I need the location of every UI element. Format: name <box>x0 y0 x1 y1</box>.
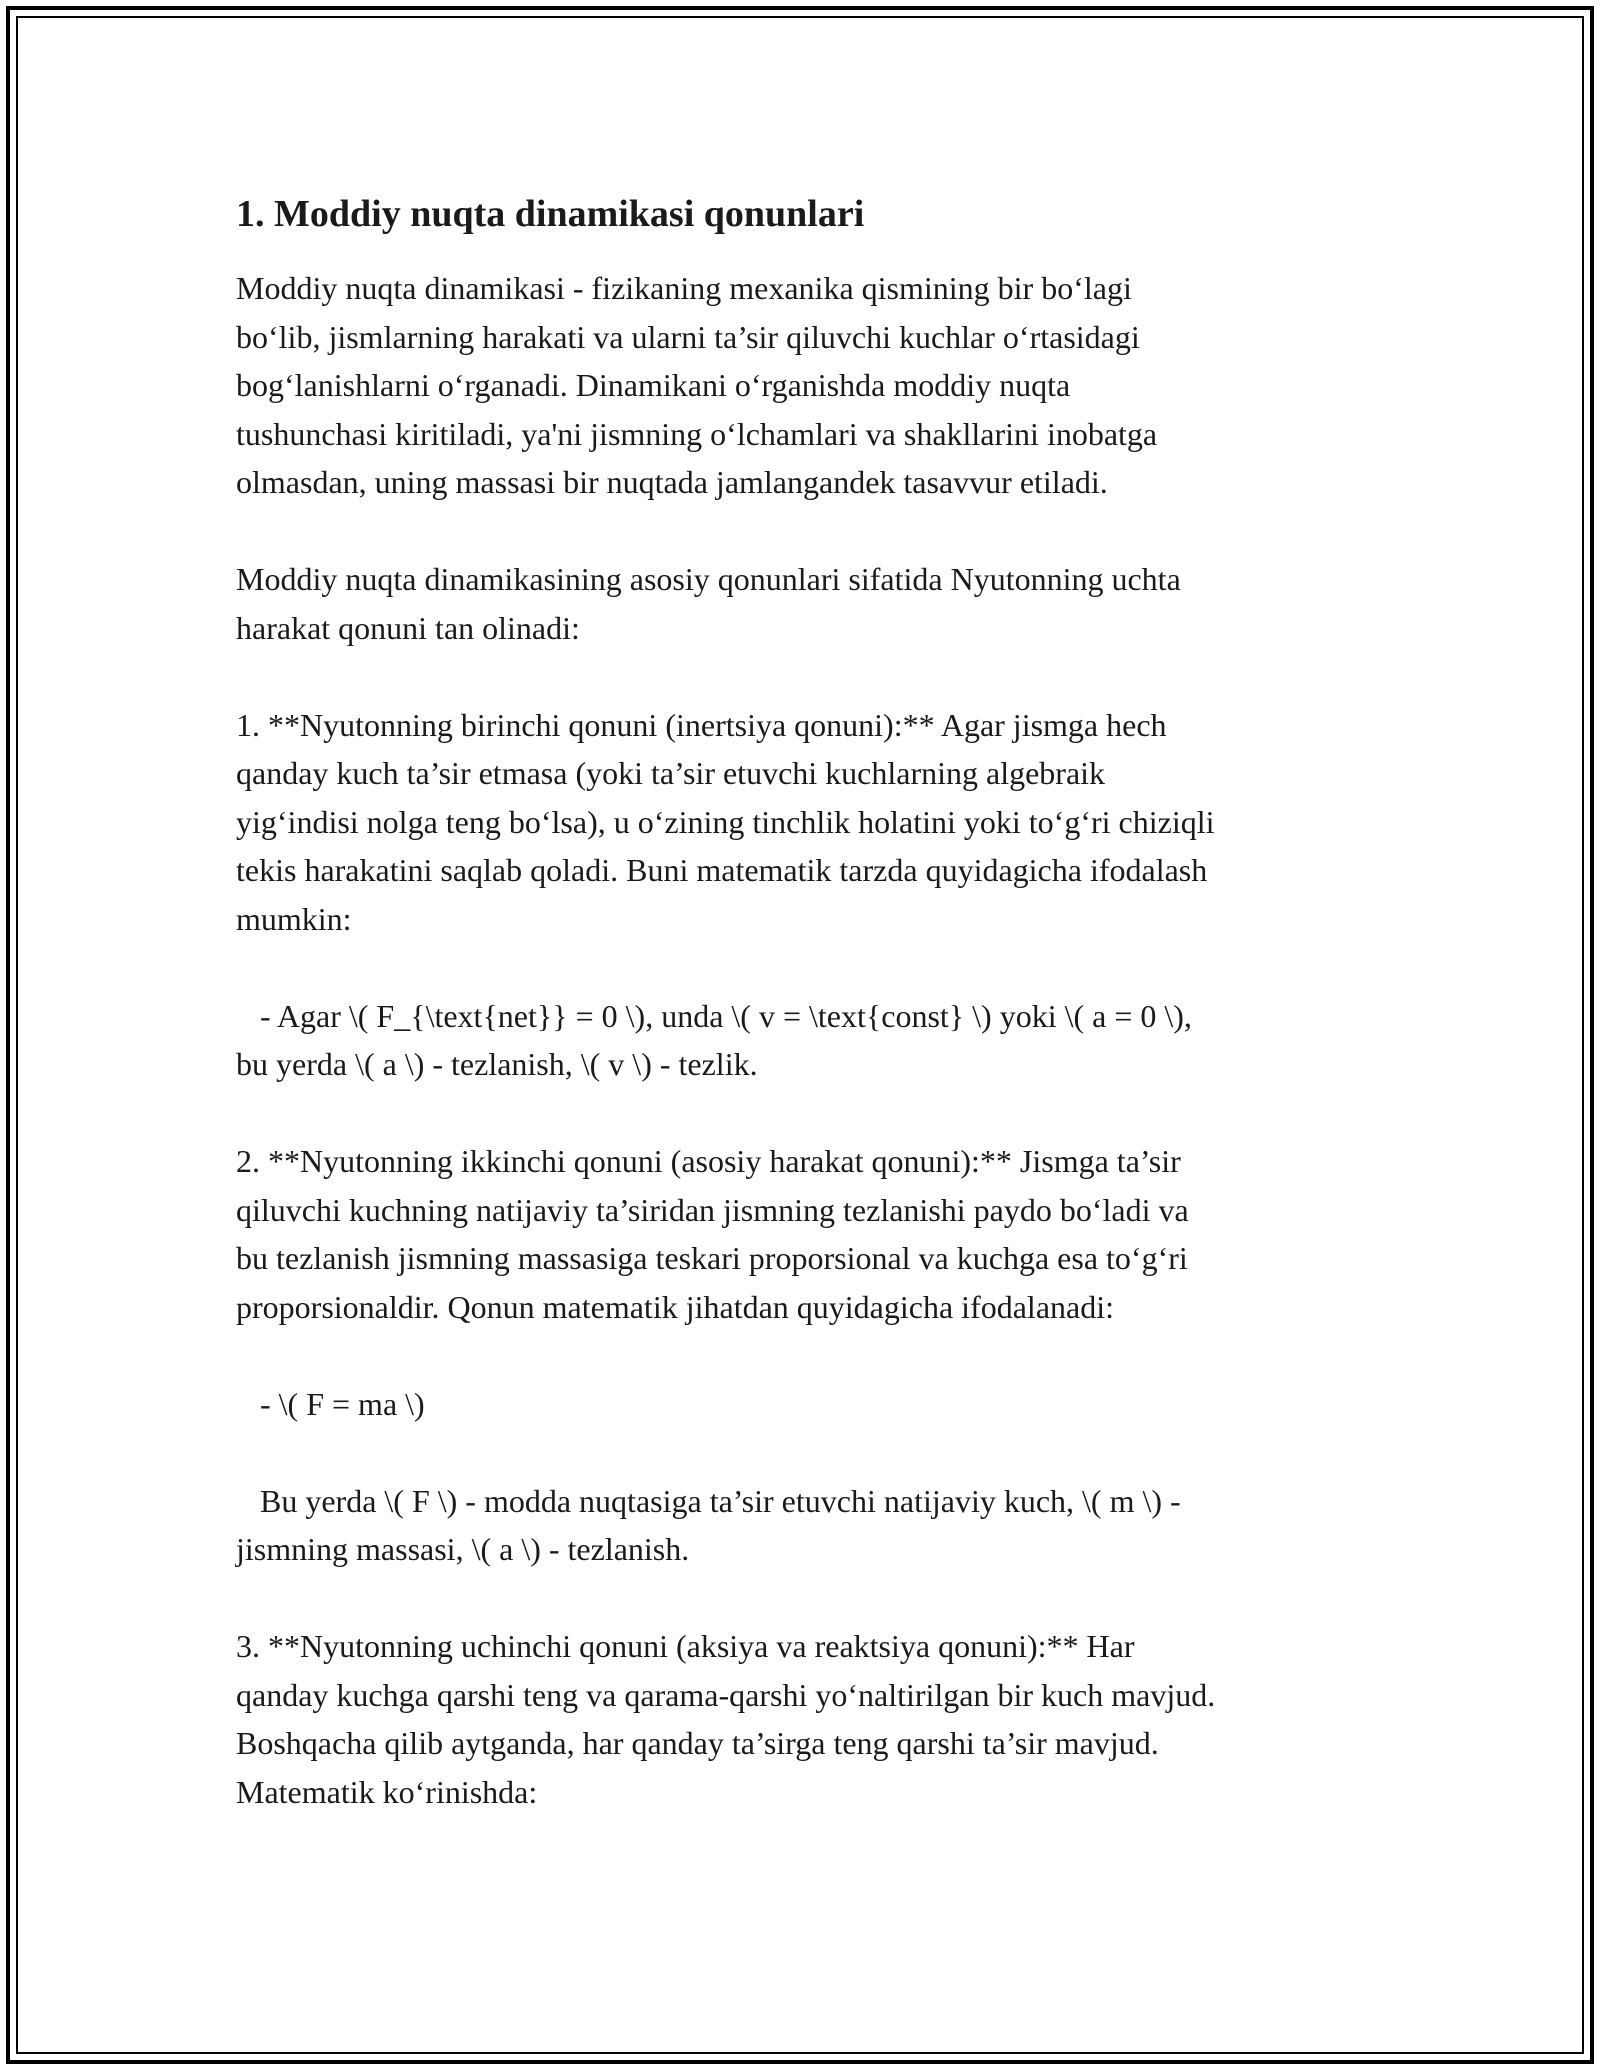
text-line: olmasdan, uning massasi bir nuqtada jamlangandek tasavvur etiladi. <box>236 464 1108 500</box>
text-line: Bu yerda \( F \) - modda nuqtasiga ta’sir etuvchi natijaviy kuch, \( m \) - <box>236 1482 1181 1519</box>
text-line: qanday kuch ta’sir etmasa (yoki ta’sir etuvchi kuchlarning algebraik <box>236 755 1106 791</box>
text-line: tekis harakatini saqlab qoladi. Buni matematik tarzda quyidagicha ifodalash <box>236 852 1208 888</box>
text-line: bo‘lib, jismlarning harakati va ularni ta’sir qiluvchi kuchlar o‘rtasidagi <box>236 318 1140 355</box>
text-line: Moddiy nuqta dinamikasi - fizikaning mexanika qismining bir bo‘lagi <box>236 270 1132 306</box>
paragraph-list <box>236 264 1386 1816</box>
text-line: mumkin: <box>236 900 352 937</box>
paragraph <box>236 1137 1386 1331</box>
text-line: Boshqacha qilib aytganda, har qanday ta’sirga teng qarshi ta’sir mavjud. <box>236 1725 1159 1761</box>
text-line: - \( F = ma \) <box>236 1385 425 1422</box>
text-line: 2. **Nyutonning ikkinchi qonuni (asosiy harakat qonuni):** Jismga ta’sir <box>236 1143 1181 1179</box>
paragraph-spacer <box>236 1574 1386 1623</box>
paragraph-spacer <box>236 652 1386 701</box>
paragraph <box>236 1622 1386 1816</box>
section-heading: 1. Moddiy nuqta dinamikasi qonunlari <box>236 193 865 235</box>
paragraph <box>236 1477 1386 1574</box>
paragraph-spacer <box>236 507 1386 556</box>
paragraph-spacer <box>236 943 1386 992</box>
text-line: qanday kuchga qarshi teng va qarama-qarshi yo‘naltirilgan bir kuch mavjud. <box>236 1676 1216 1713</box>
paragraph-spacer <box>236 1089 1386 1138</box>
text-line: Moddiy nuqta dinamikasining asosiy qonunlari sifatida Nyutonning uchta <box>236 561 1181 597</box>
text-line: proporsionaldir. Qonun matematik jihatdan quyidagicha ifodalanadi: <box>236 1288 1114 1325</box>
paragraph <box>236 264 1386 507</box>
document-body <box>236 186 1386 1816</box>
text-line: yig‘indisi nolga teng bo‘lsa), u o‘zining tinchlik holatini yoki to‘g‘ri chiziqli <box>236 803 1215 840</box>
text-line: - Agar \( F_{\text{net}} = 0 \), unda \( v = \text{const} \) yoki \( a = 0 \), <box>236 997 1192 1034</box>
text-line: tushunchasi kiritiladi, ya'ni jismning o‘lchamlari va shakllarini inobatga <box>236 415 1158 452</box>
text-line: jismning massasi, \( a \) - tezlanish. <box>236 1531 690 1567</box>
text-line: bu tezlanish jismning massasiga teskari proporsional va kuchga esa to‘g‘ri <box>236 1240 1188 1276</box>
text-line: harakat qonuni tan olinadi: <box>236 609 580 646</box>
paragraph <box>236 992 1386 1089</box>
text-line: bu yerda \( a \) - tezlanish, \( v \) - tezlik. <box>236 1046 758 1082</box>
paragraph <box>236 555 1386 652</box>
text-line: 1. **Nyutonning birinchi qonuni (inertsiya qonuni):** Agar jismga hech <box>236 706 1167 743</box>
text-line: Matematik ko‘rinishda: <box>236 1773 538 1810</box>
paragraph-spacer <box>236 1331 1386 1380</box>
text-line: qiluvchi kuchning natijaviy ta’siridan jismning tezlanishi paydo bo‘ladi va <box>236 1191 1189 1228</box>
text-line: 3. **Nyutonning uchinchi qonuni (aksiya va reaktsiya qonuni):** Har <box>236 1628 1135 1664</box>
paragraph <box>236 1380 1386 1429</box>
paragraph-spacer <box>236 1428 1386 1477</box>
text-line: bog‘lanishlarni o‘rganadi. Dinamikani o‘rganishda moddiy nuqta <box>236 367 1071 403</box>
paragraph <box>236 701 1386 944</box>
